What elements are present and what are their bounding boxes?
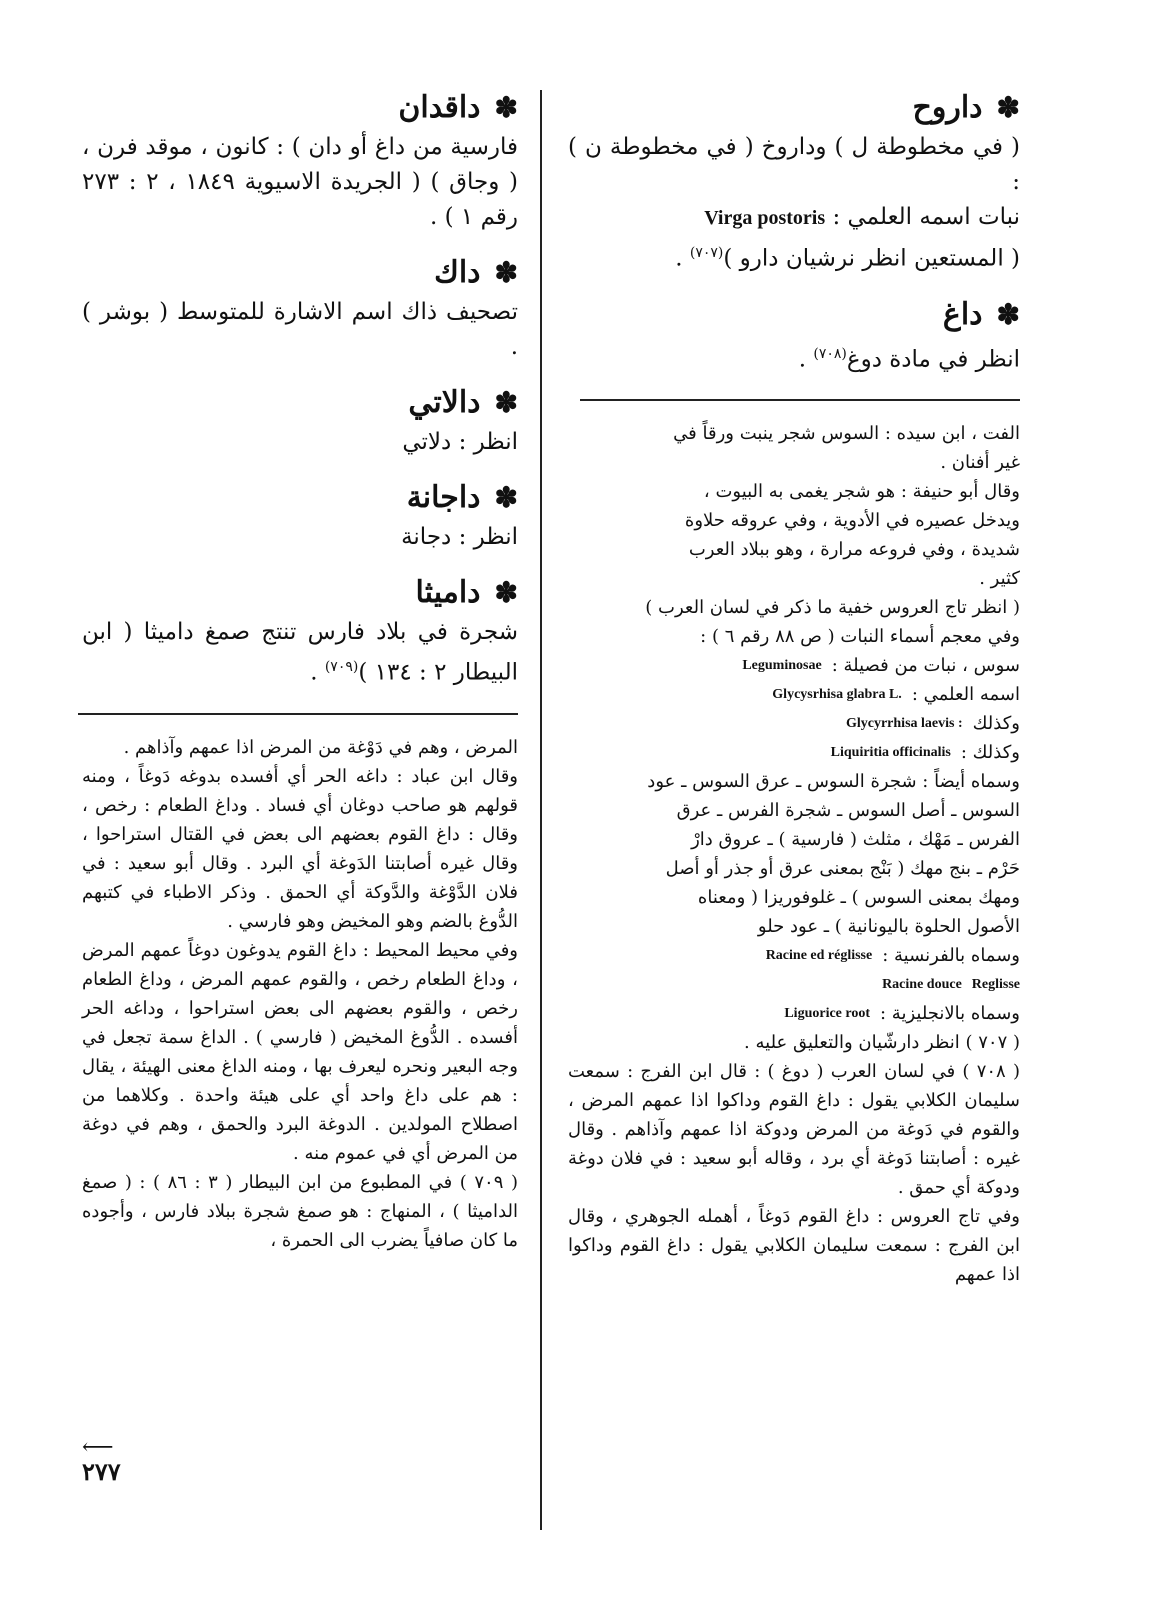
entry-line: ( في مخطوطة ل ) وداروخ ( في مخطوطة ن ) : bbox=[568, 134, 1020, 195]
entry-heading bbox=[568, 88, 1020, 128]
headword: داميثا bbox=[415, 575, 481, 610]
headword: داروح bbox=[912, 90, 983, 125]
entry-heading bbox=[82, 253, 518, 293]
entry-body: فارسية من داغ أو دان ) : كانون ، موقد فرن ، ( وجاق ) ( الجريدة الاسيوية ١٨٤٩ ، ٢ : ٢٧٣ رقم ١ ) . bbox=[82, 134, 518, 230]
footnote-ref[interactable]: (٧٠٨) bbox=[813, 345, 847, 362]
entry-end: . bbox=[310, 659, 318, 686]
entry-heading bbox=[82, 573, 518, 613]
asterisk-icon: ✽ bbox=[996, 91, 1020, 124]
column-divider bbox=[540, 90, 542, 1530]
headword: دالاتي bbox=[408, 385, 481, 420]
entry-body bbox=[568, 337, 1020, 378]
entry-dak bbox=[82, 253, 518, 365]
entry-dagh bbox=[568, 295, 1020, 378]
footnote-line: الفرس ـ مَهْك ، مثلث ( فارسية ) ـ عروق دارْ bbox=[691, 829, 1020, 851]
footnote-note-709: ( ٧٠٩ ) في المطبوع من ابن البيطار ( ٣ : ٨٦ ) : ( صمغ الداميثا ) ، المنهاج : هو صمغ شجرة ببلاد فارس ، وأجوده ما كان صافياً يضرب الى الحمرة ، bbox=[82, 1171, 518, 1251]
footnote-line: غير أفنان . bbox=[940, 452, 1020, 474]
footnote-line: وفي معجم أسماء النبات ( ص ٨٨ رقم ٦ ) : bbox=[700, 626, 1020, 648]
entry-line bbox=[568, 200, 1020, 236]
french-name: Reglisse bbox=[971, 977, 1020, 993]
entry-body bbox=[568, 130, 1020, 277]
footnote-paragraph: وفي محيط المحيط : داغ القوم يدوغون دوغاً عمهم المرض ، وداغ الطعام رخص ، والقوم عمهم المرض ، وداغ الطعام رخص ، والقوم بعضهم الى بعض استراحوا ، وداغه الحر أفسده . الدُّوغ المخيض ( فارسي ) . الداغ سمة تجعل في وجه البعير ونحره ليعرف بها ، ومنه الداغ معنى الهيئة ، يقال : هم على داغ واحد أي على هيئة واحدة . وكلاهما من اصطلاح المولدين . الدوغة البرد والحمق ، وهم في دوغة من المرض أي في عموم منه . bbox=[82, 939, 518, 1164]
footnote-line: وقال أبو حنيفة : هو شجر يغمى به البيوت ، bbox=[703, 481, 1020, 503]
left-column bbox=[82, 88, 518, 1255]
entry-line-text: انظر في مادة دوغ bbox=[846, 346, 1020, 373]
english-name: Liguorice root bbox=[784, 1006, 871, 1022]
footnote-rule bbox=[580, 399, 1020, 401]
footnote-line: حَرْم ـ بنج مهك ( بَنْج بمعنى عرق أو جذر أو أصل bbox=[665, 858, 1020, 880]
footnote-note-707: ( ٧٠٧ ) انظر دارشّيان والتعليق عليه . bbox=[744, 1032, 1020, 1054]
latin-line bbox=[568, 680, 1020, 709]
latin-line-la: Liquiritia officinalis bbox=[830, 745, 951, 761]
latin-name: Virga postoris bbox=[704, 207, 826, 229]
footnote-line: وسماه أيضاً : شجرة السوس ـ عرق السوس ـ عود bbox=[647, 771, 1020, 793]
footnote-line: ومهك بمعنى السوس ) ـ غلوفوريزا ( ومعناه bbox=[697, 887, 1020, 909]
entry-end: . bbox=[675, 245, 683, 272]
footnote-ref[interactable]: (٧٠٧) bbox=[689, 245, 724, 261]
latin-line bbox=[568, 738, 1020, 767]
footnote-ref[interactable]: (٧٠٩) bbox=[324, 659, 359, 675]
asterisk-icon: ✽ bbox=[494, 91, 518, 124]
french-name: Racine douce bbox=[882, 977, 962, 993]
footnote-note-708: ( ٧٠٨ ) في لسان العرب ( دوغ ) : قال ابن الفرج : سمعت سليمان الكلابي يقول : داغ القوم وداكوا اذا عمهم المرض ، والقوم في دَوغة من المرض ودوكة اذا عمهم وآذاهم . وقال غيره : أصابتنا دَوغة أي برد ، وقاله أبو سعيد : في فلان دوغة ودوكة أي حمق . bbox=[568, 1061, 1020, 1199]
entry-body: انظر : دجانة bbox=[401, 524, 518, 550]
entry-heading bbox=[82, 88, 518, 128]
asterisk-icon: ✽ bbox=[494, 576, 518, 609]
headword: داغ bbox=[942, 296, 983, 332]
entry-line bbox=[568, 236, 1020, 277]
asterisk-icon: ✽ bbox=[494, 256, 518, 289]
entry-heading bbox=[82, 383, 518, 423]
footnote-rule bbox=[78, 713, 518, 715]
latin-line-la: Glycysrhisa glabra L. bbox=[772, 687, 902, 703]
footnote-line: الفت ، ابن سيده : السوس شجر ينبت ورقاً في bbox=[673, 423, 1020, 445]
continue-arrow-icon: ⟵ bbox=[82, 1435, 114, 1460]
latin-line-ar: اسمه العلمي : bbox=[911, 684, 1020, 706]
entry-daqdan bbox=[82, 88, 518, 235]
entry-end: . bbox=[798, 346, 807, 373]
footnote-paragraph: وقال ابن عباد : داغه الحر أي أفسده بدوغه دَوغاً ، ومنه قولهم هو صاحب دوغان أي فساد . وداغ الطعام : رخص ، وقال : داغ القوم بعضهم الى بعض في القتال استراحوا ، وقال غيره أصابتنا الدَوغة أي البرد . وقال أبو سعيد : في فلان الدَّوْغة والدَّوكة أي الحمق . وذكر الاطباء في كتبهم الدُّوغ بالضم وهو المخيض وهو فارسي . bbox=[82, 765, 518, 932]
latin-line-ar: وكذلك bbox=[972, 713, 1020, 735]
headword: داك bbox=[434, 255, 481, 290]
footnote-block bbox=[568, 419, 1020, 1289]
entry-dalati bbox=[82, 383, 518, 460]
footnote-line: الأصول الحلوة باليونانية ) ـ عود حلو bbox=[757, 916, 1020, 938]
footnote-line: كثير . bbox=[979, 568, 1020, 590]
page-number: ٢٧٧ bbox=[82, 1457, 121, 1486]
english-line bbox=[568, 999, 1020, 1028]
entry-heading bbox=[82, 478, 518, 518]
footnote-line: شديدة ، وفي فروعه مرارة ، وهو ببلاد العرب bbox=[688, 539, 1020, 561]
latin-line-ar: سوس ، نبات من فصيلة : bbox=[831, 655, 1020, 677]
latin-line-la: Glycyrrhisa laevis : bbox=[845, 716, 963, 732]
headword: داجانة bbox=[406, 480, 481, 515]
entry-damitha bbox=[82, 573, 518, 691]
asterisk-icon: ✽ bbox=[494, 481, 518, 514]
french-label: وسماه بالفرنسية : bbox=[882, 945, 1020, 967]
entry-heading bbox=[568, 295, 1020, 335]
entry-line-text: شجرة في بلاد فارس تنتج صمغ داميثا ( ابن البيطار ٢ : ١٣٤ ) bbox=[82, 619, 518, 686]
english-label: وسماه بالانجليزية : bbox=[880, 1003, 1020, 1025]
footnote-line: السوس ـ أصل السوس ـ شجرة الفرس ـ عرق bbox=[676, 800, 1020, 822]
entry-dajana bbox=[82, 478, 518, 555]
entry-darouh bbox=[568, 88, 1020, 277]
headword: داقدان bbox=[398, 90, 481, 125]
latin-line-ar: وكذلك : bbox=[960, 742, 1020, 764]
entry-line-text: نبات اسمه العلمي : bbox=[832, 204, 1020, 230]
asterisk-icon: ✽ bbox=[996, 297, 1020, 331]
asterisk-icon: ✽ bbox=[494, 386, 518, 419]
french-line-2 bbox=[568, 970, 1020, 999]
entry-body: تصحيف ذاك اسم الاشارة للمتوسط ( بوشر ) . bbox=[82, 299, 518, 360]
entry-body bbox=[82, 615, 518, 691]
entry-body: انظر : دلاتي bbox=[402, 429, 518, 455]
french-line bbox=[568, 941, 1020, 970]
latin-line-la: Leguminosae bbox=[742, 658, 822, 674]
footnote-paragraph: المرض ، وهم في دَوْغة من المرض اذا عمهم وآذاهم . bbox=[123, 736, 518, 758]
latin-line bbox=[568, 651, 1020, 680]
french-name: Racine ed réglisse bbox=[765, 948, 873, 964]
footnote-line: ويدخل عصيره في الأدوية ، وفي عروقه حلاوة bbox=[684, 510, 1020, 532]
footnote-block bbox=[82, 733, 518, 1255]
footnote-note-708-cont: وفي تاج العروس : داغ القوم دَوغاً ، أهمله الجوهري ، وقال ابن الفرج : سمعت سليمان الكلابي يقول : داغ القوم وداكوا اذا عمهم bbox=[568, 1206, 1020, 1286]
right-column bbox=[568, 88, 1020, 1289]
latin-line bbox=[568, 709, 1020, 738]
footnote-line: ( انظر تاج العروس خفية ما ذكر في لسان العرب ) bbox=[645, 597, 1020, 619]
entry-line-text: ( المستعين انظر نرشيان دارو ) bbox=[723, 245, 1020, 272]
